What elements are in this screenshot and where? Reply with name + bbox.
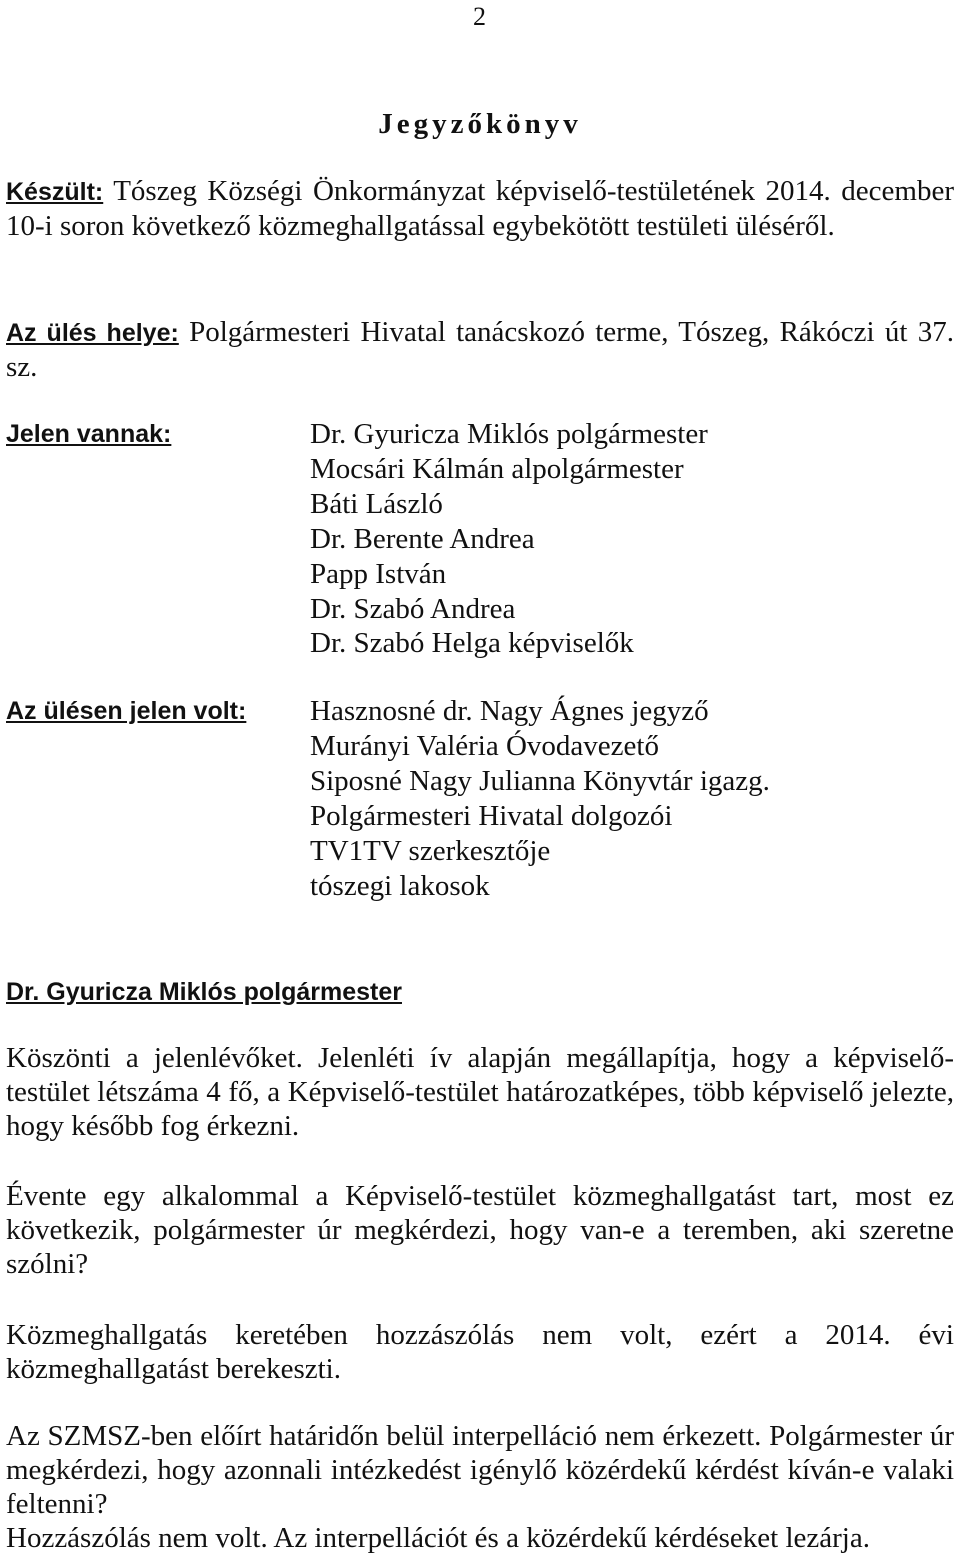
guest-name: tószegi lakosok bbox=[310, 869, 490, 902]
body-paragraph: Az SZMSZ-ben előírt határidőn belül interpelláció nem érkezett. Polgármester úr megkérdezi, hogy azonnali intézkedést igénylő közérdekű kérdést kíván-e valaki feltenni? bbox=[6, 1420, 954, 1520]
attendee-name: Dr. Szabó Helga képviselők bbox=[310, 627, 634, 660]
jelen-volt-list bbox=[310, 694, 770, 903]
body-paragraph: Hozzászólás nem volt. Az interpellációt és a közérdekű kérdéseket lezárja. bbox=[6, 1522, 870, 1554]
jelen-vannak-label: Jelen vannak: bbox=[6, 420, 172, 448]
attendee-name: Mocsári Kálmán alpolgármester bbox=[310, 452, 684, 485]
helye-text: Polgármesteri Hivatal tanácskozó terme, Tószeg, Rákóczi út 37. sz. bbox=[6, 316, 954, 383]
jelen-volt-label: Az ülésen jelen volt: bbox=[6, 697, 247, 725]
jelen-vannak-list bbox=[310, 417, 708, 661]
guest-name: TV1TV szerkesztője bbox=[310, 834, 551, 867]
guest-name: Siposné Nagy Julianna Könyvtár igazg. bbox=[310, 764, 770, 797]
guest-name: Hasznosné dr. Nagy Ágnes jegyző bbox=[310, 695, 709, 727]
keszult-paragraph bbox=[6, 174, 954, 243]
attendee-name: Báti László bbox=[310, 487, 443, 520]
attendee-name: Dr. Berente Andrea bbox=[310, 522, 535, 555]
page-number: 2 bbox=[473, 2, 486, 31]
body-paragraph: Évente egy alkalommal a Képviselő-testület közmeghallgatást tart, most ez következik, polgármester úr megkérdezi, hogy van-e a teremben, aki szeretne szólni? bbox=[6, 1180, 954, 1280]
helye-label: Az ülés helye: bbox=[6, 319, 179, 347]
speaker-heading: Dr. Gyuricza Miklós polgármester bbox=[6, 978, 402, 1006]
attendee-name: Dr. Gyuricza Miklós polgármester bbox=[310, 418, 708, 450]
body-paragraph: Közmeghallgatás keretében hozzászólás nem volt, ezért a 2014. évi közmeghallgatást berekeszti. bbox=[6, 1319, 954, 1385]
keszult-label: Készült: bbox=[6, 178, 104, 206]
helye-paragraph bbox=[6, 315, 954, 384]
body-paragraph: Köszönti a jelenlévőket. Jelenléti ív alapján megállapítja, hogy a képviselő-testület létszáma 4 fő, a Képviselő-testület határozatképes, több képviselő jelezte, hogy később fog érkezni. bbox=[6, 1042, 954, 1142]
attendee-name: Papp István bbox=[310, 557, 447, 590]
guest-name: Polgármesteri Hivatal dolgozói bbox=[310, 799, 673, 832]
document-title: Jegyzőkönyv bbox=[378, 108, 582, 140]
guest-name: Murányi Valéria Óvodavezető bbox=[310, 729, 659, 762]
keszult-text: Tószeg Községi Önkormányzat képviselő-testületének 2014. december 10-i soron következő közmeghallgatással egybekötött testületi üléséről. bbox=[6, 175, 954, 242]
attendee-name: Dr. Szabó Andrea bbox=[310, 592, 516, 625]
